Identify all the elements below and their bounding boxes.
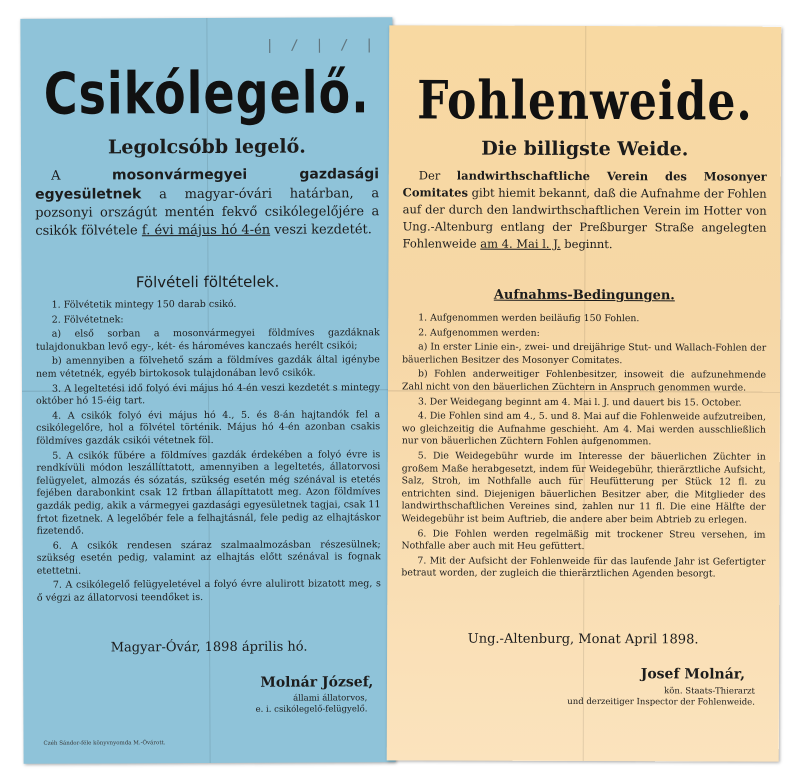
list-item: 5. A csikók fűbére a földmíves gazdák érdekében a folyó évre is rendkívüli módon leszállíttatott, amennyiben a legeltetés, állatorvosi felügyelet, almozás és sózatás, szükség esetén még szénával is etetés fejében darabonkint csak 12 frtban állapíttatott meg. Azon földmíves gazdák pedig, akik a vármegyei gazdasági egyesületnek tagjai, csak 11 frtot fizetnek. A legelőbér fele a felhajtásnál, fele pedig az elhajtáskor fizetendő. [36, 448, 381, 537]
conditions-heading: Fölvételi föltételek. [135, 272, 280, 292]
poster-title: Csikólegelő. [43, 58, 370, 128]
list-item: b) Fohlen anderweitiger Fohlenbesitzer, insoweit die aufzunehmende Zahl nicht von den bäuerlichen Züchtern in Anspruch genommen wurde. [402, 368, 767, 394]
poster-subtitle: Die billigste Weide. [481, 137, 689, 161]
list-item: 2. Fölvétetnek: [51, 313, 124, 326]
list-item: 2. Aufgenommen werden: [418, 327, 540, 339]
signature-role: kön. Staats-Thierarzt und derzeitiger Inspector der Fohlenweide. [567, 686, 755, 708]
list-item: 4. Die Fohlen sind am 4., 5. und 8. Mai auf die Fohlenweide aufzutreiben, wo gleichzeitig die Aufnahme geschieht. Am 4. Mai werden ausschließlich nur von bäuerlichen Züchtern Fohlen aufgenommen. [401, 410, 766, 448]
list-item: a) első sorban a mosonvármegyei földmíves gazdáknak tulajdonukban levő egy-, két- és hároméves kanczaés herélt csikói; [35, 327, 380, 353]
list-item: 3. A legeltetési idő folyó évi május hó 4-én veszi kezdetét s mintegy október hó 15-éig tart. [36, 381, 381, 407]
list-item: 1. Aufgenommen werden beiläufig 150 Fohlen. [418, 312, 640, 325]
list-item: a) In erster Linie ein-, zwei- und dreijährige Stut- und Wallach-Fohlen der bäuerlichen Besitzer des Mosonyer Comitates. [402, 341, 767, 366]
list-item: 4. A csikók folyó évi május hó 4., 5. és 8-án hajtandók fel a csikólegelőre, hol a fölvétel történik. Május hó 4-én azonban csakis földmíves gazdák csikói vétetnek föl. [36, 408, 381, 447]
list-item: 5. Die Weidegebühr wurde im Interesse der bäuerlichen Züchter in großem Maße herabgesetzt, indem für Weidegebühr, thierärztliche Aufsicht, Salz, Stroh, im Nothfalle auch für Heufütterung per Stück 12 fl. zu entrichten sind. Diejenigen bäuerlichen Besitzer aber, die Mitglieder des landwirthschaftlichen Vereines sind, zahlen nur 11 fl. Die eine Hälfte der Weidegebühr ist beim Auftrieb, die andere aber beim Abtrieb zu erlegen. [401, 450, 766, 526]
conditions-heading: Aufnahms-Bedingungen. [493, 287, 675, 304]
hungarian-poster [20, 17, 395, 764]
pencil-marks: | / | / | [265, 37, 378, 54]
german-poster [387, 25, 782, 761]
poster-intro: Der landwirthschaftliche Verein des Mosonyer Comitates gibt hiemit bekannt, daß die Aufnahme der Fohlen auf der durch den landwirthschaftlichen Verein im Hotter von Ung.-Altenburg entlang der Preßburger Straße angelegten Fohlenweide am 4. Mai l. J. beginnt. [402, 168, 767, 252]
list-item: 7. A csikólegelő felügyeletével a folyó évre alulirott bizatott meg, s ő végzi az állatorvosi teendőket is. [36, 578, 381, 604]
signature-name: Josef Molnár, [640, 666, 746, 683]
list-item: 6. Die Fohlen werden regelmäßig mit trockener Streu versehen, im Nothfalle aber auch mit Heu gefüttert. [401, 527, 766, 553]
list-item: 6. A csikók rendesen száraz szalmaalmozásban részesülnek; szükség esetén pedig, valamint az elhajtás előtt szénával is fognak etettetni. [36, 538, 381, 577]
poster-subtitle: Legolcsóbb legelő. [107, 135, 306, 159]
poster-date: Magyar-Óvár, 1898 április hó. [110, 639, 308, 656]
list-item: 1. Fölvétetik mintegy 150 darab csikó. [51, 298, 237, 311]
signature-name: Molnár József, [260, 674, 374, 691]
conditions-list [36, 298, 381, 607]
list-item: b) amennyiben a fölvehető szám a földmíves gazdák által igénybe nem vétetnék, egyéb birtokosok tulajdonában levő csikók. [35, 354, 380, 380]
list-item: 3. Der Weidegang beginnt am 4. Mai l. J. und dauert bis 15. October. [417, 395, 742, 409]
printer-imprint: Czéh Sándor-féle könyvnyomda M.-Óvárott. [43, 740, 166, 747]
list-item: 7. Mit der Aufsicht der Fohlenweide für das laufende Jahr ist Gefertigter betraut worden, der zugleich die thierärztlichen Agenden besorgt. [401, 555, 766, 580]
poster-intro: A mosonvármegyei gazdasági egyesületnek a magyar-óvári határban, a pozsonyi országút mentén fekvő csikólegelőjére a csikók fölvétele f. évi május hó 4-én veszi kezdetét. [35, 166, 380, 239]
conditions-list [401, 312, 766, 583]
signature-role: állami állatorvos, e. i. csikólegelő-felügyelő. [255, 693, 368, 715]
poster-title: Fohlenweide. [417, 70, 753, 133]
poster-date: Ung.-Altenburg, Monat April 1898. [467, 631, 699, 648]
